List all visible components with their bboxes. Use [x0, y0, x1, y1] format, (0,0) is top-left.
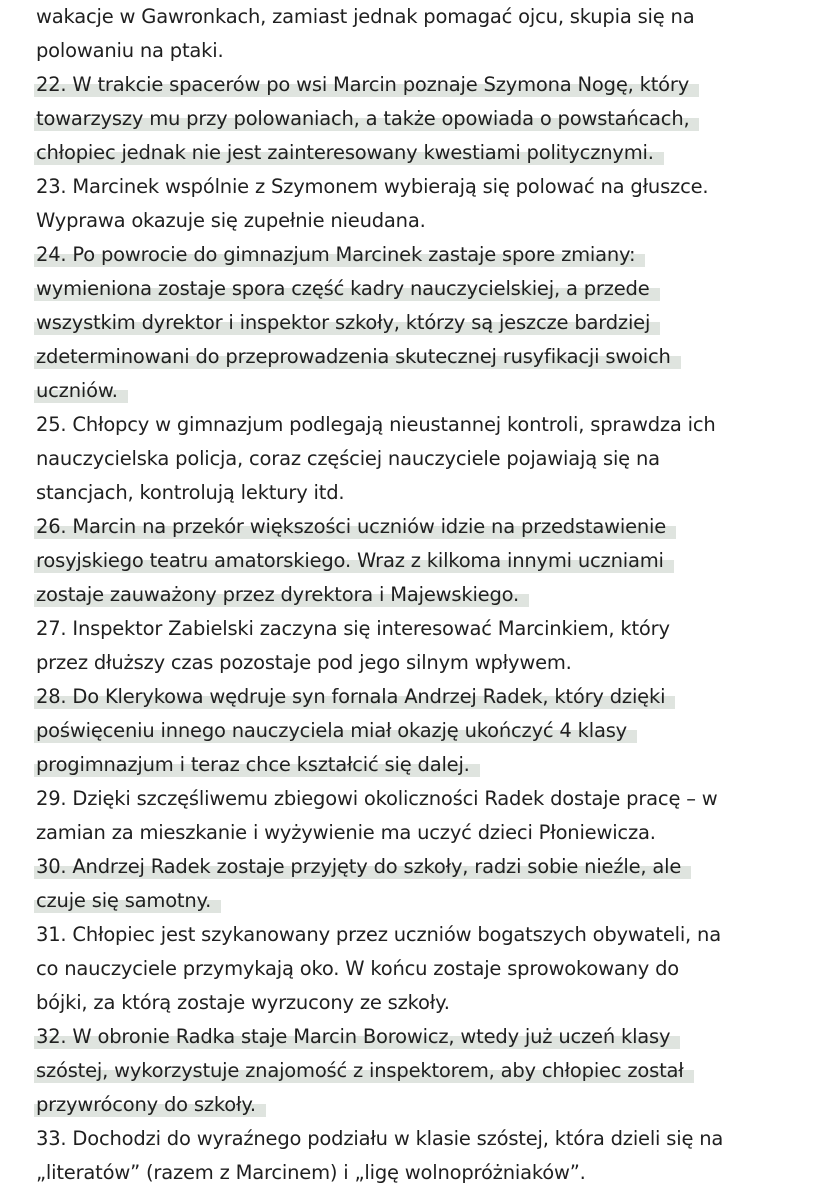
highlighted-line [36, 884, 796, 918]
highlighted-line [36, 340, 796, 374]
line-text: progimnazjum i teraz chce kształcić się dalej. [36, 748, 470, 782]
highlighted-line [36, 748, 796, 782]
line-text: uczniów. [36, 374, 118, 408]
line-text: 29. Dzięki szczęśliwemu zbiegowi okoliczności Radek dostaje pracę – w [36, 787, 718, 810]
highlighted-line [36, 578, 796, 612]
text-line [36, 204, 796, 238]
line-text: 24. Po powrocie do gimnazjum Marcinek zastaje spore zmiany: [36, 238, 635, 272]
handwritten-notes-page [36, 0, 796, 1190]
line-text: 32. W obronie Radka staje Marcin Borowicz, wtedy już uczeń klasy [36, 1020, 670, 1054]
line-text: 27. Inspektor Zabielski zaczyna się interesować Marcinkiem, który [36, 617, 670, 640]
line-text: zdeterminowani do przeprowadzenia skutecznej rusyfikacji swoich [36, 340, 671, 374]
line-text: towarzyszy mu przy polowaniach, a także opowiada o powstańcach, [36, 102, 689, 136]
highlighted-line [36, 510, 796, 544]
line-text: zamian za mieszkanie i wyżywienie ma uczyć dzieci Płoniewicza. [36, 821, 656, 844]
line-text: 31. Chłopiec jest szykanowany przez uczniów bogatszych obywateli, na [36, 923, 721, 946]
highlighted-line [36, 374, 796, 408]
highlighted-line [36, 714, 796, 748]
text-line [36, 1122, 796, 1156]
line-text: 30. Andrzej Radek zostaje przyjęty do szkoły, radzi sobie nieźle, ale [36, 850, 681, 884]
highlighted-line [36, 1088, 796, 1122]
line-text: 22. W trakcie spacerów po wsi Marcin poznaje Szymona Nogę, który [36, 68, 689, 102]
line-text: bójki, za którą zostaje wyrzucony ze szkoły. [36, 991, 450, 1014]
line-text: wakacje w Gawronkach, zamiast jednak pomagać ojcu, skupia się na [36, 5, 695, 28]
text-line [36, 170, 796, 204]
line-text: 33. Dochodzi do wyraźnego podziału w klasie szóstej, która dzieli się na [36, 1127, 724, 1150]
line-text: szóstej, wykorzystuje znajomość z inspektorem, aby chłopiec został [36, 1054, 684, 1088]
line-text: wszystkim dyrektor i inspektor szkoły, którzy są jeszcze bardziej [36, 306, 650, 340]
line-text: nauczycielska policja, coraz częściej nauczyciele pojawiają się na [36, 447, 660, 470]
line-text: przywrócony do szkoły. [36, 1088, 256, 1122]
text-line [36, 0, 796, 34]
text-line [36, 782, 796, 816]
highlighted-line [36, 238, 796, 272]
text-line [36, 918, 796, 952]
text-line [36, 816, 796, 850]
text-line [36, 1156, 796, 1190]
text-line [36, 646, 796, 680]
text-line [36, 442, 796, 476]
highlighted-line [36, 68, 796, 102]
highlighted-line [36, 136, 796, 170]
line-text: rosyjskiego teatru amatorskiego. Wraz z kilkoma innymi uczniami [36, 544, 664, 578]
line-text: przez dłuższy czas pozostaje pod jego silnym wpływem. [36, 651, 572, 674]
line-text: Wyprawa okazuje się zupełnie nieudana. [36, 209, 426, 232]
highlighted-line [36, 680, 796, 714]
line-text: stancjach, kontrolują lektury itd. [36, 481, 345, 504]
text-line [36, 612, 796, 646]
highlighted-line [36, 1054, 796, 1088]
line-text: polowaniu na ptaki. [36, 39, 224, 62]
highlighted-line [36, 1020, 796, 1054]
line-text: czuje się samotny. [36, 884, 211, 918]
highlighted-line [36, 850, 796, 884]
text-line [36, 34, 796, 68]
text-line [36, 476, 796, 510]
highlighted-line [36, 102, 796, 136]
line-text: zostaje zauważony przez dyrektora i Majewskiego. [36, 578, 519, 612]
line-text: 26. Marcin na przekór większości uczniów idzie na przedstawienie [36, 510, 666, 544]
text-line [36, 952, 796, 986]
line-text: chłopiec jednak nie jest zainteresowany kwestiami politycznymi. [36, 136, 654, 170]
text-line [36, 986, 796, 1020]
text-line [36, 408, 796, 442]
line-text: 28. Do Klerykowa wędruje syn fornala Andrzej Radek, który dzięki [36, 680, 665, 714]
highlighted-line [36, 306, 796, 340]
line-text: „literatów” (razem z Marcinem) i „ligę wolnopróżniaków”. [36, 1161, 586, 1184]
line-text: co nauczyciele przymykają oko. W końcu zostaje sprowokowany do [36, 957, 679, 980]
line-text: wymieniona zostaje spora część kadry nauczycielskiej, a przede [36, 272, 650, 306]
highlighted-line [36, 272, 796, 306]
line-text: 25. Chłopcy w gimnazjum podlegają nieustannej kontroli, sprawdza ich [36, 413, 716, 436]
line-text: 23. Marcinek wspólnie z Szymonem wybierają się polować na głuszce. [36, 175, 709, 198]
line-text: poświęceniu innego nauczyciela miał okazję ukończyć 4 klasy [36, 714, 627, 748]
highlighted-line [36, 544, 796, 578]
